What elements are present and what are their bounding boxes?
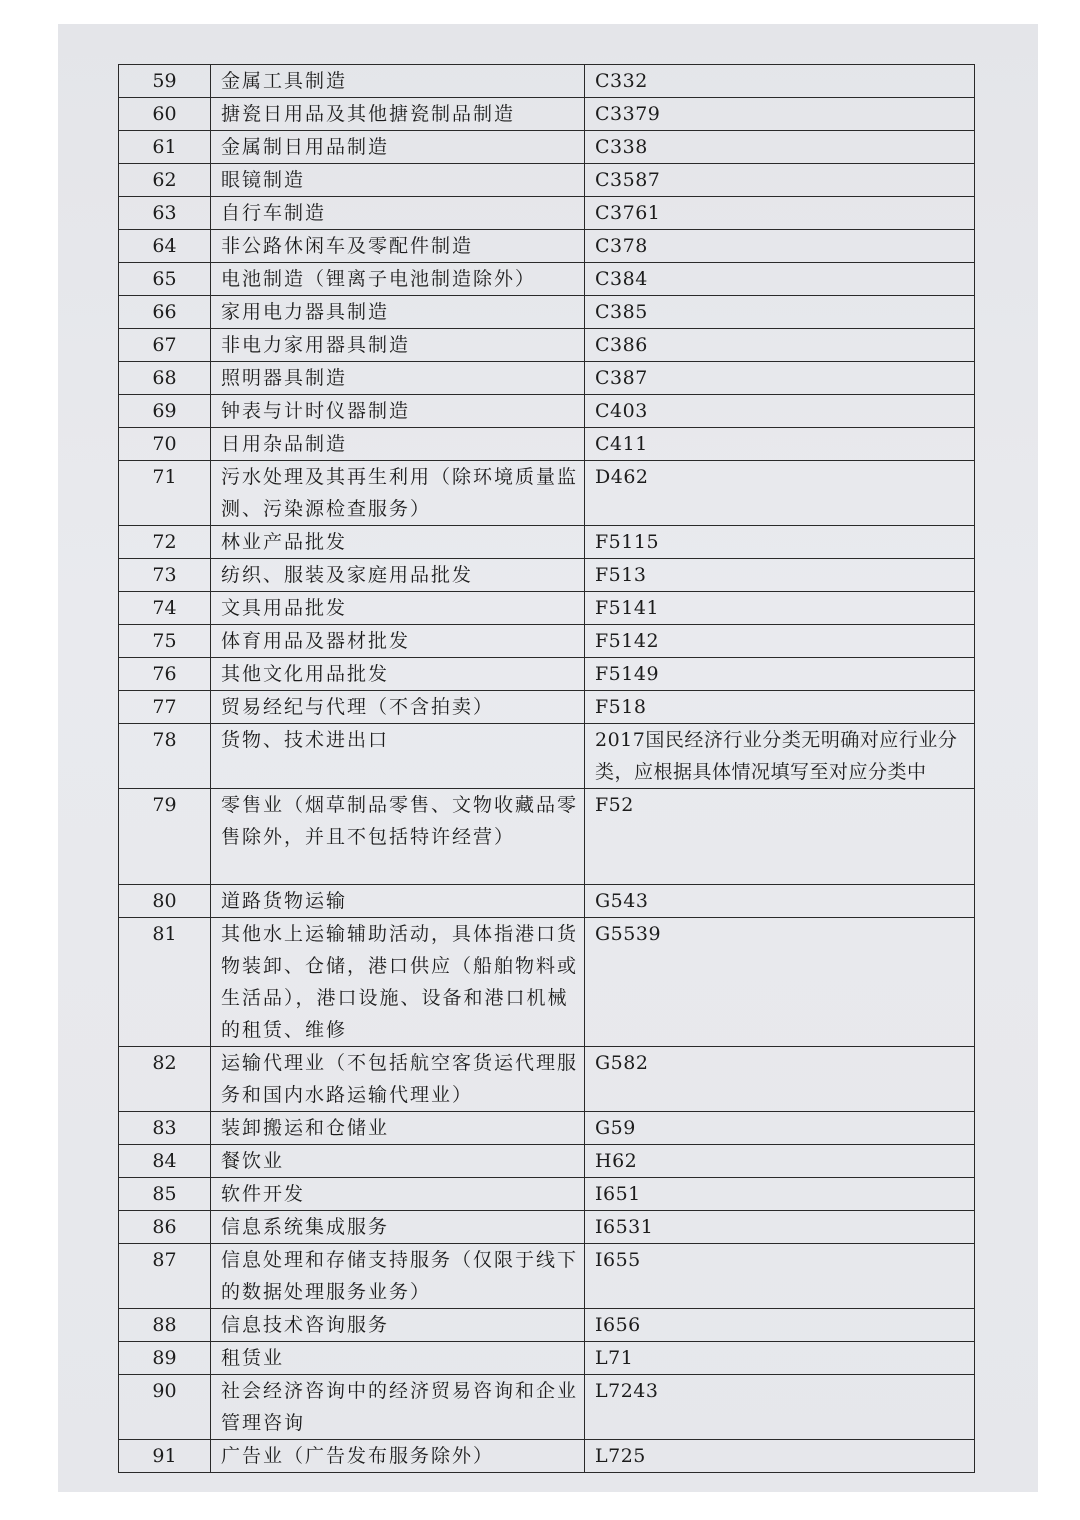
table-row <box>119 559 975 592</box>
industry-name: 非公路休闲车及零配件制造 <box>211 230 585 263</box>
row-number: 79 <box>119 789 211 885</box>
row-number: 90 <box>119 1375 211 1440</box>
table-row <box>119 65 975 98</box>
industry-code: C338 <box>585 131 975 164</box>
industry-code: L725 <box>585 1440 975 1473</box>
table-row <box>119 1145 975 1178</box>
industry-code: D462 <box>585 461 975 526</box>
industry-code-table <box>118 64 975 1473</box>
table-row <box>119 164 975 197</box>
row-number: 78 <box>119 724 211 789</box>
industry-name: 眼镜制造 <box>211 164 585 197</box>
industry-code: L71 <box>585 1342 975 1375</box>
row-number: 59 <box>119 65 211 98</box>
industry-name: 纺织、服装及家庭用品批发 <box>211 559 585 592</box>
industry-code: F5142 <box>585 625 975 658</box>
industry-name: 零售业（烟草制品零售、文物收藏品零售除外，并且不包括特许经营） <box>211 789 585 885</box>
row-number: 85 <box>119 1178 211 1211</box>
table-row <box>119 362 975 395</box>
row-number: 83 <box>119 1112 211 1145</box>
table-row <box>119 1047 975 1112</box>
table-row <box>119 1375 975 1440</box>
row-number: 91 <box>119 1440 211 1473</box>
industry-code: H62 <box>585 1145 975 1178</box>
table-row <box>119 1244 975 1309</box>
industry-code: C378 <box>585 230 975 263</box>
industry-name: 租赁业 <box>211 1342 585 1375</box>
industry-code: I6531 <box>585 1211 975 1244</box>
industry-name: 餐饮业 <box>211 1145 585 1178</box>
industry-name: 钟表与计时仪器制造 <box>211 395 585 428</box>
table-row <box>119 296 975 329</box>
row-number: 72 <box>119 526 211 559</box>
table-row <box>119 98 975 131</box>
industry-code: G5539 <box>585 918 975 1047</box>
table-row <box>119 230 975 263</box>
industry-code: F5115 <box>585 526 975 559</box>
row-number: 89 <box>119 1342 211 1375</box>
table-row <box>119 526 975 559</box>
industry-name: 其他文化用品批发 <box>211 658 585 691</box>
table-row <box>119 885 975 918</box>
industry-code: C3379 <box>585 98 975 131</box>
row-number: 71 <box>119 461 211 526</box>
industry-code: G582 <box>585 1047 975 1112</box>
industry-name: 装卸搬运和仓储业 <box>211 1112 585 1145</box>
row-number: 80 <box>119 885 211 918</box>
industry-code: C384 <box>585 263 975 296</box>
industry-code: C385 <box>585 296 975 329</box>
industry-name: 信息技术咨询服务 <box>211 1309 585 1342</box>
industry-name: 金属制日用品制造 <box>211 131 585 164</box>
row-number: 66 <box>119 296 211 329</box>
row-number: 86 <box>119 1211 211 1244</box>
row-number: 82 <box>119 1047 211 1112</box>
row-number: 84 <box>119 1145 211 1178</box>
table-row <box>119 1178 975 1211</box>
industry-code: C386 <box>585 329 975 362</box>
table-row <box>119 724 975 789</box>
table-row <box>119 592 975 625</box>
table-row <box>119 395 975 428</box>
industry-name: 林业产品批发 <box>211 526 585 559</box>
industry-name: 社会经济咨询中的经济贸易咨询和企业管理咨询 <box>211 1375 585 1440</box>
industry-name: 文具用品批发 <box>211 592 585 625</box>
row-number: 63 <box>119 197 211 230</box>
industry-name: 其他水上运输辅助活动，具体指港口货物装卸、仓储，港口供应（船舶物料或生活品），港口设施、设备和港口机械的租赁、维修 <box>211 918 585 1047</box>
table-row <box>119 789 975 885</box>
table-row <box>119 658 975 691</box>
industry-name: 电池制造（锂离子电池制造除外） <box>211 263 585 296</box>
row-number: 60 <box>119 98 211 131</box>
industry-code: C411 <box>585 428 975 461</box>
industry-code: 2017国民经济行业分类无明确对应行业分类，应根据具体情况填写至对应分类中 <box>585 724 975 789</box>
industry-code: I651 <box>585 1178 975 1211</box>
table-row <box>119 1309 975 1342</box>
industry-code: C3587 <box>585 164 975 197</box>
table-row <box>119 691 975 724</box>
industry-name: 非电力家用器具制造 <box>211 329 585 362</box>
row-number: 61 <box>119 131 211 164</box>
industry-code: I656 <box>585 1309 975 1342</box>
industry-name: 软件开发 <box>211 1178 585 1211</box>
industry-code: F513 <box>585 559 975 592</box>
industry-name: 体育用品及器材批发 <box>211 625 585 658</box>
industry-code: G59 <box>585 1112 975 1145</box>
table-row <box>119 1211 975 1244</box>
industry-code: F5141 <box>585 592 975 625</box>
row-number: 67 <box>119 329 211 362</box>
row-number: 69 <box>119 395 211 428</box>
industry-code: I655 <box>585 1244 975 1309</box>
row-number: 73 <box>119 559 211 592</box>
industry-name: 信息系统集成服务 <box>211 1211 585 1244</box>
industry-code: G543 <box>585 885 975 918</box>
industry-name: 道路货物运输 <box>211 885 585 918</box>
table-row <box>119 461 975 526</box>
industry-code: C403 <box>585 395 975 428</box>
row-number: 75 <box>119 625 211 658</box>
industry-name: 家用电力器具制造 <box>211 296 585 329</box>
industry-name: 金属工具制造 <box>211 65 585 98</box>
industry-code: C332 <box>585 65 975 98</box>
industry-code: F5149 <box>585 658 975 691</box>
industry-name: 运输代理业（不包括航空客货运代理服务和国内水路运输代理业） <box>211 1047 585 1112</box>
row-number: 76 <box>119 658 211 691</box>
row-number: 74 <box>119 592 211 625</box>
row-number: 64 <box>119 230 211 263</box>
industry-name: 广告业（广告发布服务除外） <box>211 1440 585 1473</box>
row-number: 70 <box>119 428 211 461</box>
industry-name: 搪瓷日用品及其他搪瓷制品制造 <box>211 98 585 131</box>
industry-name: 自行车制造 <box>211 197 585 230</box>
row-number: 62 <box>119 164 211 197</box>
table-row <box>119 428 975 461</box>
table-row <box>119 918 975 1047</box>
table-row <box>119 1440 975 1473</box>
industry-code: F518 <box>585 691 975 724</box>
industry-name: 日用杂品制造 <box>211 428 585 461</box>
industry-name: 照明器具制造 <box>211 362 585 395</box>
row-number: 88 <box>119 1309 211 1342</box>
table-row <box>119 263 975 296</box>
row-number: 77 <box>119 691 211 724</box>
row-number: 87 <box>119 1244 211 1309</box>
industry-code: F52 <box>585 789 975 885</box>
table-row <box>119 1342 975 1375</box>
table-row <box>119 625 975 658</box>
row-number: 81 <box>119 918 211 1047</box>
industry-name: 货物、技术进出口 <box>211 724 585 789</box>
industry-code: L7243 <box>585 1375 975 1440</box>
table-row <box>119 197 975 230</box>
industry-code: C3761 <box>585 197 975 230</box>
industry-code: C387 <box>585 362 975 395</box>
industry-name: 污水处理及其再生利用（除环境质量监测、污染源检查服务） <box>211 461 585 526</box>
row-number: 68 <box>119 362 211 395</box>
row-number: 65 <box>119 263 211 296</box>
industry-name: 贸易经纪与代理（不含拍卖） <box>211 691 585 724</box>
table-row <box>119 1112 975 1145</box>
industry-name: 信息处理和存储支持服务（仅限于线下的数据处理服务业务） <box>211 1244 585 1309</box>
table-body <box>119 65 975 1473</box>
table-row <box>119 131 975 164</box>
table-row <box>119 329 975 362</box>
